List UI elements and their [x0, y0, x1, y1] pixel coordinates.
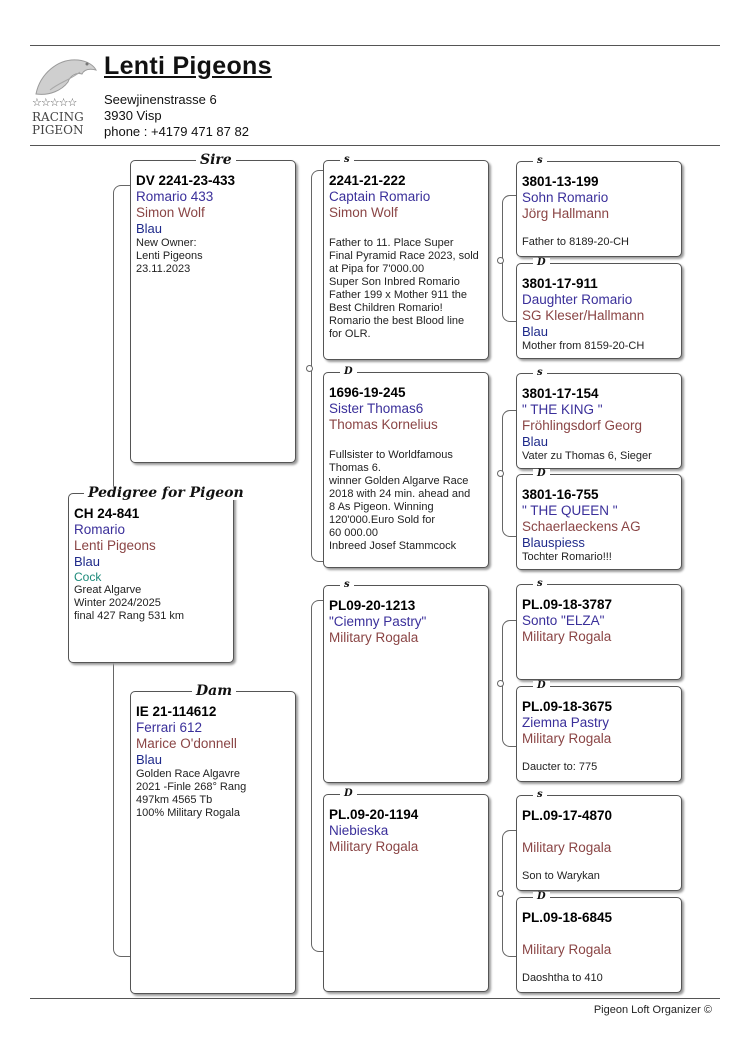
- pigeon-color: Blau: [522, 324, 549, 339]
- connector-sd: [502, 410, 517, 537]
- breeder-name: Military Rogala: [329, 839, 419, 854]
- ring-number: 3801-17-911: [522, 276, 598, 291]
- dam-dam-card: [323, 794, 489, 992]
- ring-number: IE 21-114612: [136, 704, 217, 719]
- ring-number: PL.09-18-3675: [522, 699, 613, 714]
- connector-knot: [306, 365, 313, 372]
- brand-title: Lenti Pigeons: [104, 52, 272, 80]
- sex-label-d: D: [340, 789, 357, 799]
- breeder-name: Military Rogala: [522, 731, 612, 746]
- ssd-card: [516, 263, 682, 359]
- breeder-name: Fröhlingsdorf Georg: [522, 418, 643, 433]
- sex-label-d: D: [340, 367, 357, 377]
- pigeon-name: " THE QUEEN ": [522, 503, 618, 518]
- sex-label-s: s: [533, 579, 547, 589]
- pigeon-info: Father to 8189-20-CH: [522, 236, 629, 248]
- sss-card: [516, 161, 682, 257]
- dss-card: [516, 584, 682, 680]
- logo-stars: ☆☆☆☆☆: [32, 97, 77, 109]
- breeder-name: Military Rogala: [522, 840, 612, 855]
- pigeon-info: Son to Warykan: [522, 870, 600, 882]
- sex-label-s: s: [340, 155, 354, 165]
- pigeon-info: Fullsister to Worldfamous Thomas 6. winner Golden Algarve Race 2018 with 24 min. ahead and 8 As Pigeon. Winning 120'000.Euro Sold for 60 000.00 Inbreed Josef Stammcock: [329, 449, 471, 552]
- pigeon-info: Father to 11. Place Super Final Pyramid Race 2023, sold at Pipa for 7'000.00 Super Son Inbred Romario Father 199 x Mother 911 the Best Children Romario! Romario the best Blood line for OLR.: [329, 237, 479, 340]
- connector-knot: [497, 257, 504, 264]
- connector-ds: [502, 620, 517, 747]
- pigeon-info: Daucter to: 775: [522, 761, 598, 773]
- pigeon-name: Captain Romario: [329, 189, 431, 204]
- pigeon-name: "Ciemny Pastry": [329, 614, 427, 629]
- sex-label-d: D: [533, 258, 550, 268]
- sex-label-d: D: [533, 469, 550, 479]
- dam-label: Dam: [192, 684, 236, 698]
- sire-card: [130, 160, 296, 463]
- pigeon-name: Sonto "ELZA": [522, 613, 605, 628]
- ring-number: PL.09-18-6845: [522, 910, 613, 925]
- ring-number: PL09-20-1213: [329, 598, 416, 613]
- pigeon-name: Romario: [74, 522, 126, 537]
- pigeon-color: Blau: [136, 752, 163, 767]
- connector-knot: [497, 890, 504, 897]
- pigeon-info: Mother from 8159-20-CH: [522, 340, 645, 352]
- breeder-name: Military Rogala: [329, 630, 419, 645]
- pigeon-info: New Owner: Lenti Pigeons 23.11.2023: [136, 237, 203, 275]
- sex-label-d: D: [533, 892, 550, 902]
- pigeon-name: Daughter Romario: [522, 292, 633, 307]
- address-line-1: Seewjinenstrasse 6: [104, 92, 217, 107]
- breeder-name: Jörg Hallmann: [522, 206, 610, 221]
- breeder-name: Military Rogala: [522, 629, 612, 644]
- breeder-name: Simon Wolf: [329, 205, 398, 220]
- ring-number: PL.09-20-1194: [329, 807, 419, 822]
- sex-label-s: s: [533, 790, 547, 800]
- breeder-name: SG Kleser/Hallmann: [522, 308, 645, 323]
- pigeon-name: Ferrari 612: [136, 720, 203, 735]
- pigeon-sex: Cock: [74, 570, 102, 584]
- sire-sire-card: [323, 160, 489, 360]
- footer-credit: Pigeon Loft Organizer ©: [593, 1004, 712, 1016]
- ring-number: CH 24-841: [74, 506, 140, 521]
- pigeon-name: Sohn Romario: [522, 190, 609, 205]
- top-rule: [30, 45, 720, 46]
- footer-rule: [30, 998, 720, 999]
- pigeon-name: Romario 433: [136, 189, 214, 204]
- ring-number: 3801-16-755: [522, 487, 599, 502]
- phone-number: phone : +4179 471 87 82: [104, 124, 249, 139]
- pigeon-color: Blau: [522, 434, 549, 449]
- sex-label-s: s: [533, 156, 547, 166]
- pigeon-name: Niebieska: [329, 823, 389, 838]
- connector-ss: [502, 195, 517, 322]
- pigeon-name: Ziemna Pastry: [522, 715, 610, 730]
- address-line-2: 3930 Visp: [104, 108, 162, 123]
- ring-number: 2241-21-222: [329, 173, 406, 188]
- sdd-card: [516, 474, 682, 570]
- breeder-name: Military Rogala: [522, 942, 612, 957]
- dam-sire-card: [323, 585, 489, 783]
- sex-label-d: D: [533, 681, 550, 691]
- subject-card: [68, 493, 234, 663]
- pigeon-info: Vater zu Thomas 6, Sieger: [522, 450, 652, 462]
- racing-pigeon-logo: [30, 50, 98, 138]
- sds-card: [516, 373, 682, 469]
- ring-number: PL.09-18-3787: [522, 597, 613, 612]
- connector-dd: [502, 830, 517, 957]
- ring-number: 3801-17-154: [522, 386, 599, 401]
- dds-card: [516, 795, 682, 891]
- pigeon-name: Sister Thomas6: [329, 401, 424, 416]
- pigeon-color: Blauspiess: [522, 535, 585, 550]
- sex-label-s: s: [533, 368, 547, 378]
- pigeon-info: Tochter Romario!!!: [522, 551, 612, 563]
- header-rule: [30, 145, 720, 146]
- connector-knot: [497, 470, 504, 477]
- breeder-name: Schaerlaeckens AG: [522, 519, 641, 534]
- ring-number: 1696-19-245: [329, 385, 406, 400]
- breeder-name: Thomas Kornelius: [329, 417, 438, 432]
- dam-card: [130, 691, 296, 994]
- sex-label-s: s: [340, 580, 354, 590]
- breeder-name: Lenti Pigeons: [74, 538, 156, 553]
- ddd-card: [516, 897, 682, 993]
- sire-dam-card: [323, 372, 489, 568]
- sire-label: Sire: [196, 153, 236, 167]
- ring-number: 3801-13-199: [522, 174, 599, 189]
- pedigree-label: Pedigree for Pigeon: [84, 486, 248, 500]
- breeder-name: Simon Wolf: [136, 205, 205, 220]
- breeder-name: Marice O'donnell: [136, 736, 237, 751]
- pigeon-color: Blau: [136, 221, 163, 236]
- pigeon-color: Blau: [74, 554, 101, 569]
- logo-text-pigeon: PIGEON: [32, 123, 84, 137]
- ring-number: DV 2241-23-433: [136, 173, 236, 188]
- pigeon-info: Daoshtha to 410: [522, 972, 603, 984]
- connector-knot: [497, 680, 504, 687]
- ring-number: PL.09-17-4870: [522, 808, 613, 823]
- pigeon-name: " THE KING ": [522, 402, 603, 417]
- logo-text-racing: RACING: [32, 110, 84, 124]
- pigeon-info: Golden Race Algavre 2021 -Finle 268° Rang 497km 4565 Tb 100% Military Rogala: [136, 768, 247, 819]
- pigeon-info: Great Algarve Winter 2024/2025 final 427 Rang 531 km: [74, 584, 185, 622]
- dsd-card: [516, 686, 682, 782]
